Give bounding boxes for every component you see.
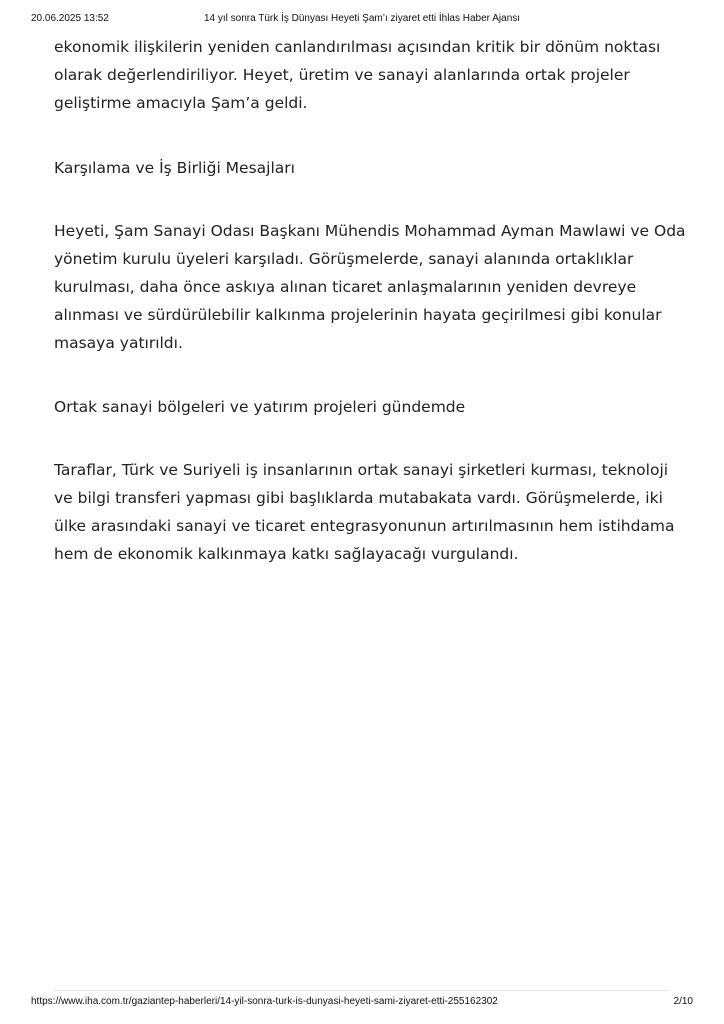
- page-number: 2/10: [673, 996, 693, 1007]
- print-header: [31, 13, 693, 27]
- footer-divider: [54, 990, 670, 991]
- article-paragraph: Taraflar, Türk ve Suriyeli iş insanlarının ortak sanayi şirketleri kurması, teknoloji ve bilgi transferi yapması gibi başlıklarda mutabakata vardı. Görüşmelerde, iki ülke arasındaki sanayi ve ticaret entegrasyonunun artırılmasının hem istihdama hem de ekonomik kalkınmaya katkı sağlayacağı vurgulandı.: [54, 461, 675, 563]
- article-body: [54, 33, 686, 568]
- article-paragraph: Heyeti, Şam Sanayi Odası Başkanı Mühendis Mohammad Ayman Mawlawi ve Oda yönetim kurulu üyeleri karşıladı. Görüşmelerde, sanayi alanında ortaklıklar kurulması, daha önce askıya alınan ticaret anlaşmalarının yeniden devreye alınması ve sürdürülebilir kalkınma projelerinin hayata geçirilmesi gibi konular masaya yatırıldı.: [54, 222, 686, 352]
- print-page-title: 14 yıl sonra Türk İş Dünyası Heyeti Şam’ı ziyaret etti İhlas Haber Ajansı: [203, 13, 521, 24]
- print-url[interactable]: https://www.iha.com.tr/gaziantep-haberleri/14-yil-sonra-turk-is-dunyasi-heyeti-sami-ziyaret-etti-255162302: [31, 996, 498, 1007]
- article-paragraph: ekonomik ilişkilerin yeniden canlandırılması açısından kritik bir dönüm noktası olarak değerlendiriliyor. Heyet, üretim ve sanayi alanlarında ortak projeler geliştirme amacıyla Şam’a geldi.: [54, 38, 661, 112]
- article-subheading: Karşılama ve İş Birliği Mesajları: [54, 159, 295, 177]
- article-subheading: Ortak sanayi bölgeleri ve yatırım projeleri gündemde: [54, 398, 466, 416]
- print-footer: [31, 996, 693, 1010]
- print-date: 20.06.2025 13:52: [31, 13, 109, 24]
